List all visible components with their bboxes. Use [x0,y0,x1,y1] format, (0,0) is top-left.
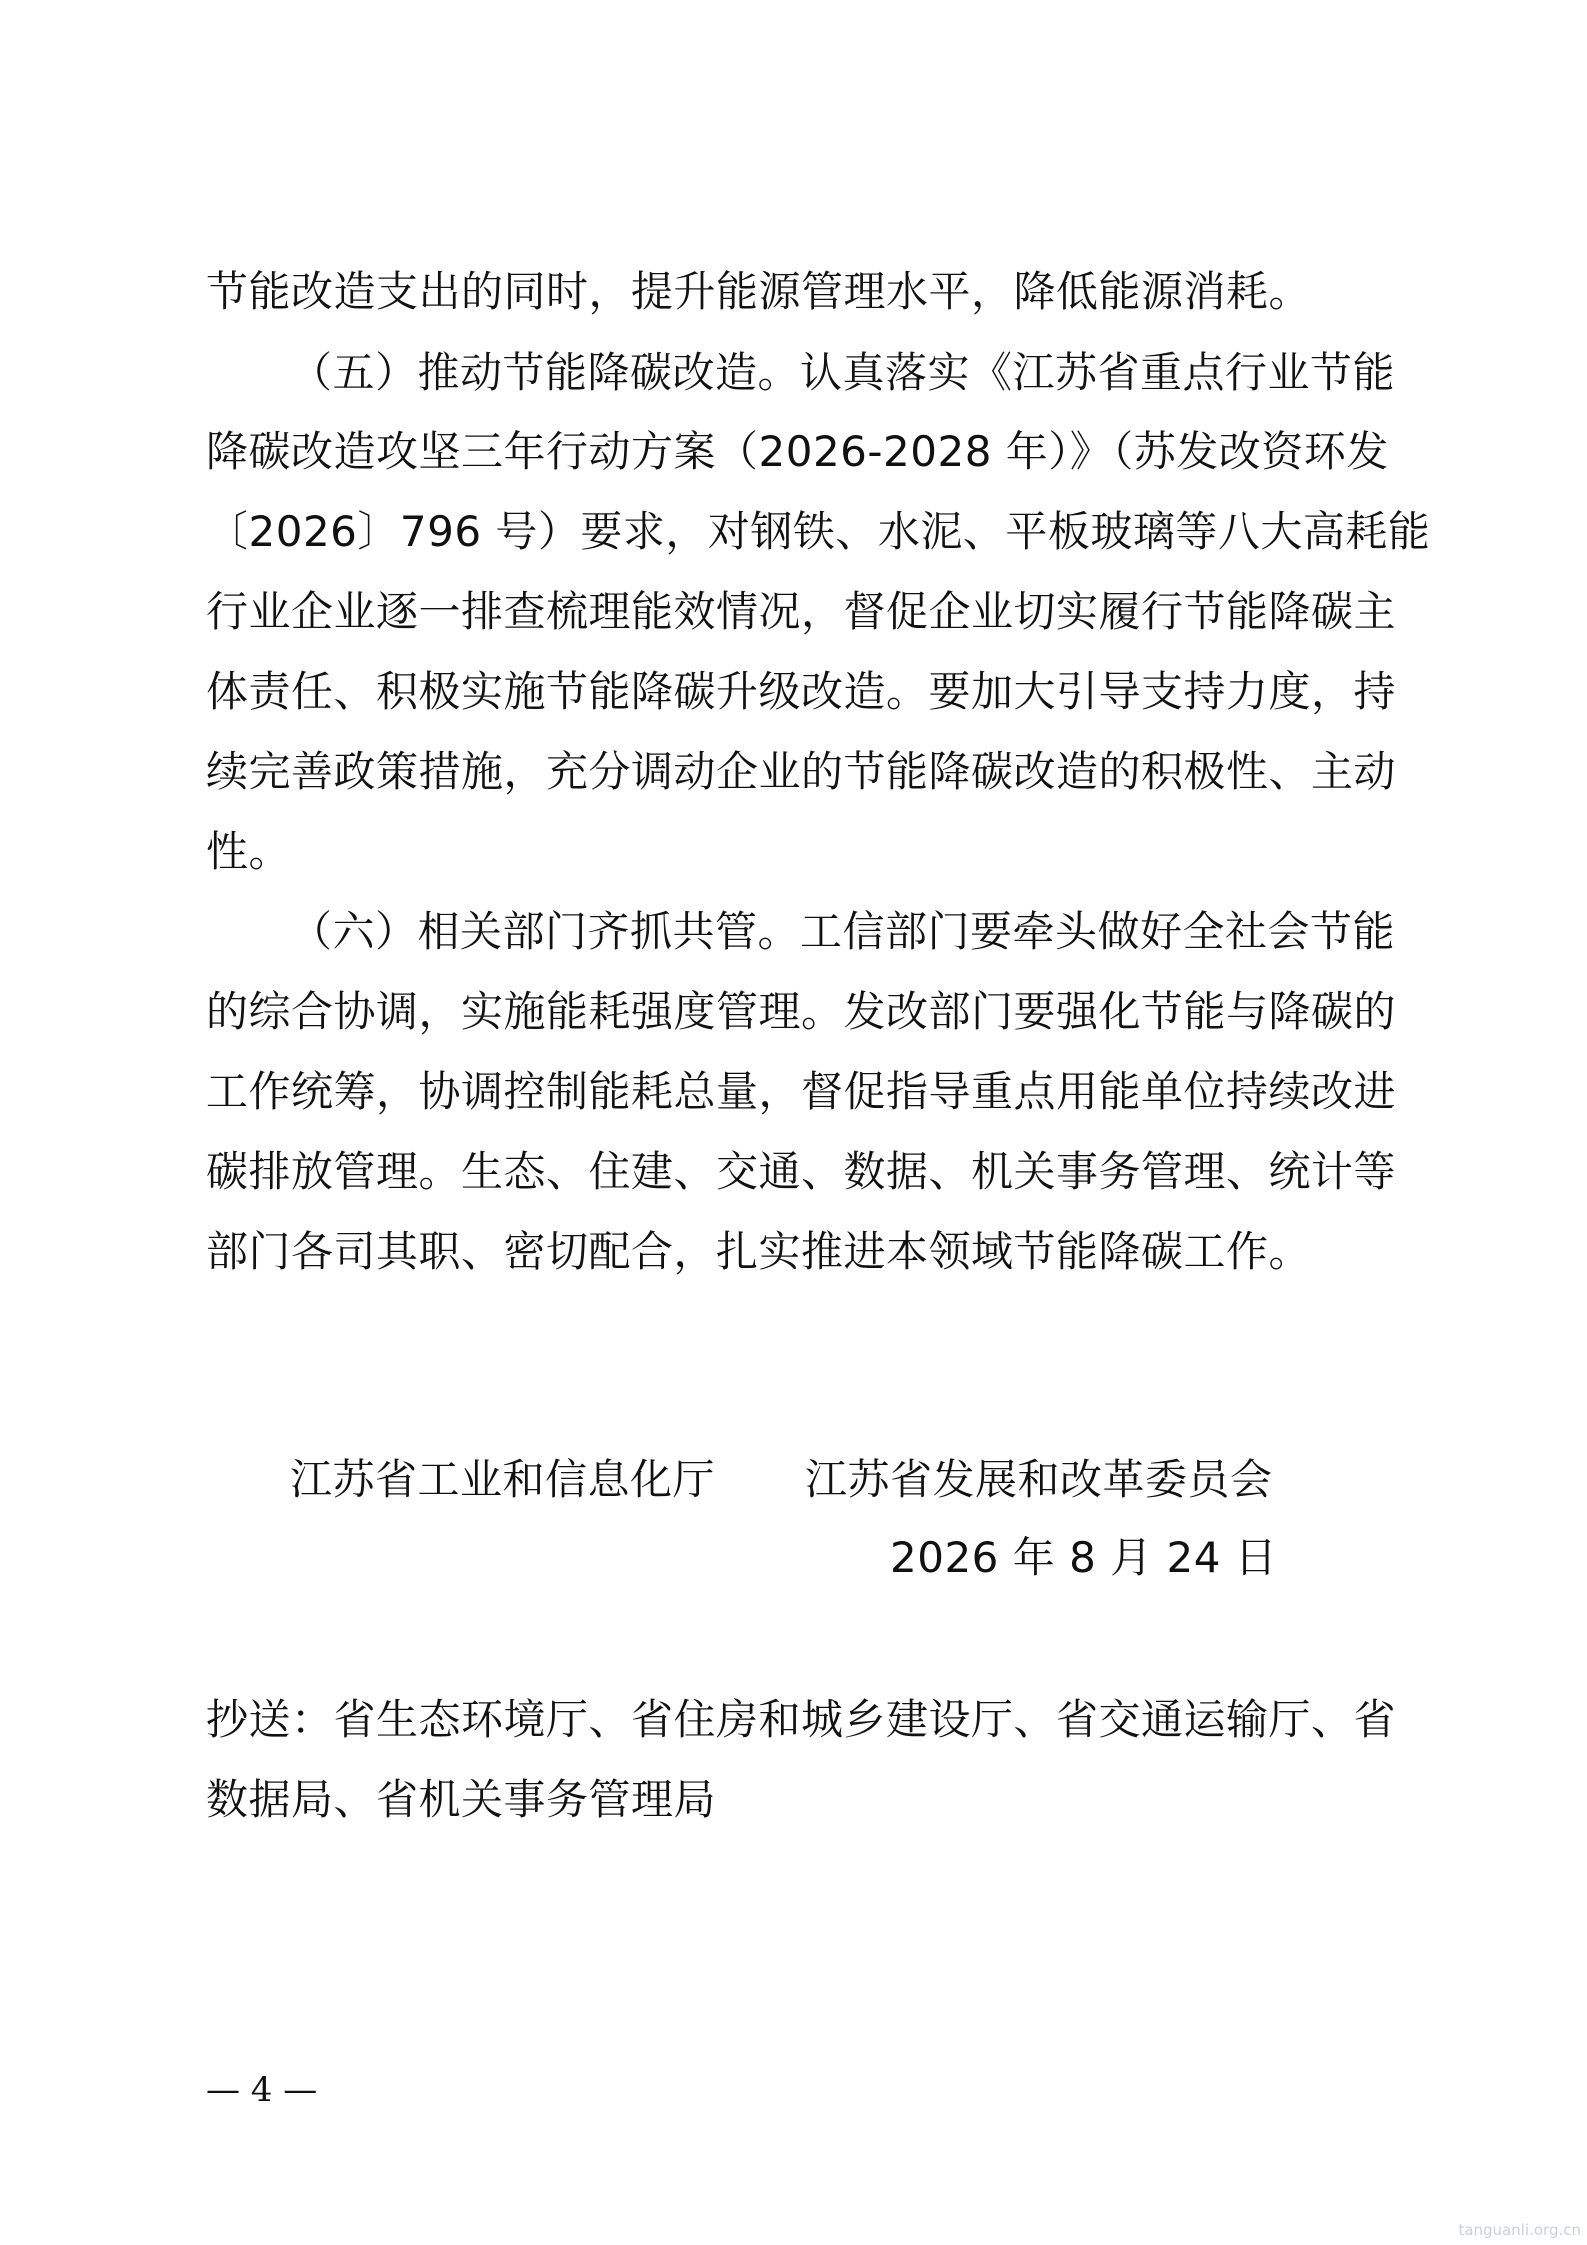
body-line: 工作统筹，协调控制能耗总量，督促指导重点用能单位持续改进 [206,1067,1397,1116]
signature-org-industry: 江苏省工业和信息化厅 [290,1455,716,1504]
body-line: 节能改造支出的同时，提升能源管理水平，降低能源消耗。 [206,267,1312,316]
cc-line-2: 数据局、省机关事务管理局 [206,1775,717,1824]
body-line: 体责任、积极实施节能降碳升级改造。要加大引导支持力度，持 [206,667,1397,716]
body-line: 部门各司其职、密切配合，扎实推进本领域节能降碳工作。 [206,1227,1312,1276]
signature-date: 2026 年 8 月 24 日 [890,1533,1278,1582]
section-five-heading-line: （五）推动节能降碳改造。认真落实《江苏省重点行业节能 [290,348,1396,397]
section-six-heading-line: （六）相关部门齐抓共管。工信部门要牵头做好全社会节能 [290,907,1396,956]
page-number: — 4 — [206,2070,318,2110]
body-line: 的综合协调，实施能耗强度管理。发改部门要强化节能与降碳的 [206,987,1397,1036]
watermark: tanguanli.org.cn [1458,2221,1581,2239]
body-line: 性。 [206,827,292,876]
body-line: 续完善政策措施，充分调动企业的节能降碳改造的积极性、主动 [206,747,1397,796]
body-line: 行业企业逐一排查梳理能效情况，督促企业切实履行节能降碳主 [206,587,1397,636]
cc-line-1: 抄送：省生态环境厅、省住房和城乡建设厅、省交通运输厅、省 [206,1695,1397,1744]
signature-org-development: 江苏省发展和改革委员会 [805,1455,1273,1504]
body-line: 〔2026〕796 号）要求，对钢铁、水泥、平板玻璃等八大高耗能 [206,507,1431,556]
body-line: 碳排放管理。生态、住建、交通、数据、机关事务管理、统计等 [206,1147,1397,1196]
body-line: 降碳改造攻坚三年行动方案（2026-2028 年）》（苏发改资环发 [206,427,1389,476]
